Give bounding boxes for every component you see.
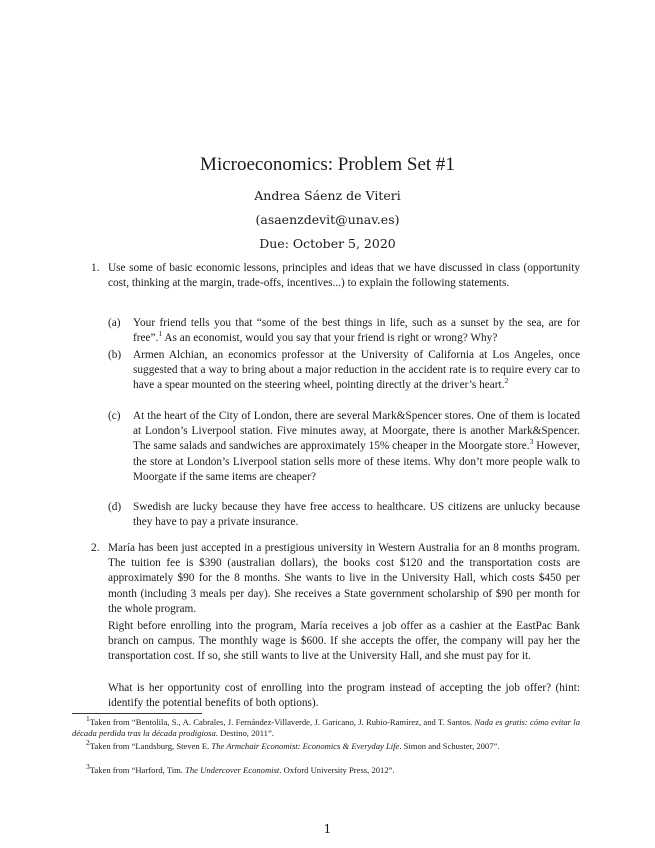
question-1b-label: (b) bbox=[108, 349, 122, 361]
question-1c-text bbox=[133, 409, 580, 485]
footnote-divider bbox=[72, 713, 202, 714]
footnote-1-post: . Destino, 2011”. bbox=[215, 728, 274, 738]
question-1d-label: (d) bbox=[108, 501, 122, 513]
question-1a-body-cont: As an economist, would you say that your friend is right or wrong? Why? bbox=[162, 332, 498, 345]
page-title: Microeconomics: Problem Set #1 bbox=[200, 154, 455, 175]
question-1a-body: Your friend tells you that “some of the best things in life, such as a sunset by the sea, are for free”. bbox=[133, 317, 580, 345]
footnote-ref-3: 3 bbox=[529, 437, 534, 447]
question-1-intro: Use some of basic economic lessons, principles and ideas that we have discussed in class (opportunity cost, thinking at the margin, trade-offs, incentives...) to explain the following statements. bbox=[108, 262, 580, 290]
footnote-1-mark: 1 bbox=[86, 714, 90, 724]
footnote-3 bbox=[72, 762, 580, 776]
footnote-2-pre: Taken from “Landsburg, Steven E. bbox=[89, 741, 212, 751]
footnote-2-mark: 2 bbox=[86, 738, 90, 748]
footnote-3-post: . Oxford University Press, 2012”. bbox=[279, 765, 395, 775]
page-number: 1 bbox=[323, 822, 332, 836]
question-1c-body: At the heart of the City of London, there are several Mark&Spencer stores. One of them is located at London’s Liverpool station. Five minutes away, at Moorgate, there is another Mark&Spencer. The same salads and sandwiches are approximately 15% cheaper in the Moorgate store. bbox=[133, 410, 580, 453]
author-email: (asaenzdevit@unav.es) bbox=[255, 212, 400, 227]
question-2-paragraph-2: Right before enrolling into the program, María receives a job offer as a cashier at the EastPac Bank branch on campus. The monthly wage is $600. If she accepts the offer, the company will pay her the transportation cost. If so, she still wants to live at the University Hall, and she must pay for it. bbox=[108, 620, 580, 663]
question-1-number: 1. bbox=[91, 262, 100, 274]
footnote-2 bbox=[72, 738, 580, 752]
question-1c-body-cont: However, the store at London’s Liverpool station sells more of these items. Why don’t more people walk to Moorgate if the same items are cheaper? bbox=[133, 440, 580, 483]
question-1b-text bbox=[133, 348, 580, 394]
footnote-3-pre: Taken from “Harford, Tim. bbox=[89, 765, 186, 775]
question-2-paragraph-1: María has been just accepted in a prestigious university in Western Australia for an 8 months program. The tuition fee is $390 (australian dollars), the books cost $120 and the transportation costs are approximately $90 for the 8 months. She wants to live in the University Hall, which costs $450 per month (including 3 meals per day). She receives a State government scholarship of $90 per month for the whole program. bbox=[108, 542, 580, 615]
footnote-ref-2: 2 bbox=[504, 376, 509, 386]
footnote-1-pre: Taken from “Bentolila, S., A. Cabrales, J. Fernández-Villaverde, J. Garicano, J. Rubio-Ramírez, and T. Santos. bbox=[89, 717, 475, 727]
footnote-2-post: . Simon and Schuster, 2007”. bbox=[399, 741, 500, 751]
due-date: Due: October 5, 2020 bbox=[259, 236, 396, 251]
footnote-3-title: The Undercover Economist bbox=[185, 765, 280, 775]
question-2-paragraph-3: What is her opportunity cost of enrolling into the program instead of accepting the job offer? (hint: identify the potential benefits of both options). bbox=[108, 682, 580, 710]
footnote-2-title: The Armchair Economist: Economics & Everyday Life bbox=[211, 741, 400, 751]
question-1b-body: Armen Alchian, an economics professor at the University of California at Los Angeles, once suggested that a way to bring about a major reduction in the accident rate is to require every car to have a spear mounted on the steering wheel, pointing directly at the driver’s heart. bbox=[133, 349, 580, 392]
question-1c-label: (c) bbox=[108, 410, 121, 422]
author-name: Andrea Sáenz de Viteri bbox=[254, 188, 401, 203]
footnote-3-mark: 3 bbox=[86, 762, 90, 772]
footnote-1 bbox=[72, 714, 580, 739]
footnote-1-title: Nada es gratis: cómo evitar la década perdida tras la década prodigiosa bbox=[72, 717, 580, 738]
question-1d-text: Swedish are lucky because they have free access to healthcare. US citizens are unlucky because they have to pay a private insurance. bbox=[133, 501, 580, 529]
question-1a-text bbox=[133, 316, 580, 346]
question-1a-label: (a) bbox=[108, 317, 121, 329]
question-2-number: 2. bbox=[91, 542, 100, 554]
footnote-ref-1: 1 bbox=[158, 329, 163, 339]
